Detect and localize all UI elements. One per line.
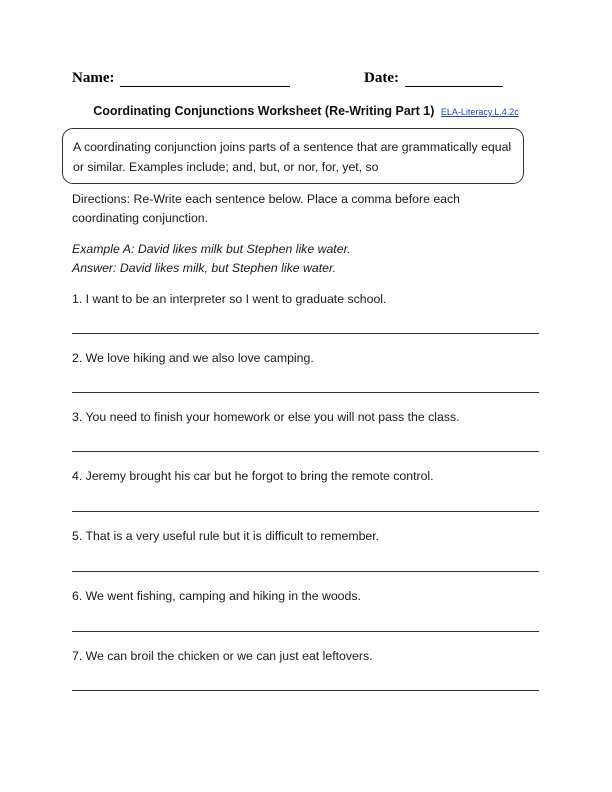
question-4: 4. Jeremy brought his car but he forgot to bring the remote control. xyxy=(72,469,434,483)
question-1: 1. I want to be an interpreter so I went to graduate school. xyxy=(72,292,387,306)
answer-line-3[interactable] xyxy=(72,451,539,452)
answer-line-1[interactable] xyxy=(72,333,539,334)
header-fields xyxy=(72,70,542,90)
name-label: Name: xyxy=(72,70,115,86)
title-text: Coordinating Conjunctions Worksheet (Re-Writing Part 1) xyxy=(93,104,435,118)
answer-line-2[interactable] xyxy=(72,392,539,393)
answer-line-4[interactable] xyxy=(72,511,539,512)
definition-box: A coordinating conjunction joins parts of a sentence that are grammatically equal or similar. Examples include; and, but, or nor, for, yet, so xyxy=(62,128,524,184)
standard-link[interactable]: ELA-Literacy.L.4.2c xyxy=(440,107,519,117)
example-prompt: Example A: David likes milk but Stephen like water. xyxy=(72,242,351,256)
date-blank-line[interactable] xyxy=(405,72,503,87)
answer-line-5[interactable] xyxy=(72,571,539,572)
worksheet-title xyxy=(0,104,612,118)
directions-text: Directions: Re-Write each sentence below. Place a comma before each coordinating conjunction. xyxy=(72,192,461,225)
question-3: 3. You need to finish your homework or else you will not pass the class. xyxy=(72,410,460,424)
name-blank-line[interactable] xyxy=(120,72,290,87)
question-2: 2. We love hiking and we also love camping. xyxy=(72,351,314,365)
date-label: Date: xyxy=(364,70,399,86)
question-7: 7. We can broil the chicken or we can just eat leftovers. xyxy=(72,649,373,663)
question-5: 5. That is a very useful rule but it is difficult to remember. xyxy=(72,529,380,543)
example-block xyxy=(72,240,532,278)
question-6: 6. We went fishing, camping and hiking in the woods. xyxy=(72,589,361,603)
answer-line-6[interactable] xyxy=(72,631,539,632)
answer-line-7[interactable] xyxy=(72,690,539,691)
example-answer: Answer: David likes milk, but Stephen like water. xyxy=(72,261,337,275)
name-field[interactable] xyxy=(72,70,290,87)
date-field[interactable] xyxy=(364,70,503,87)
